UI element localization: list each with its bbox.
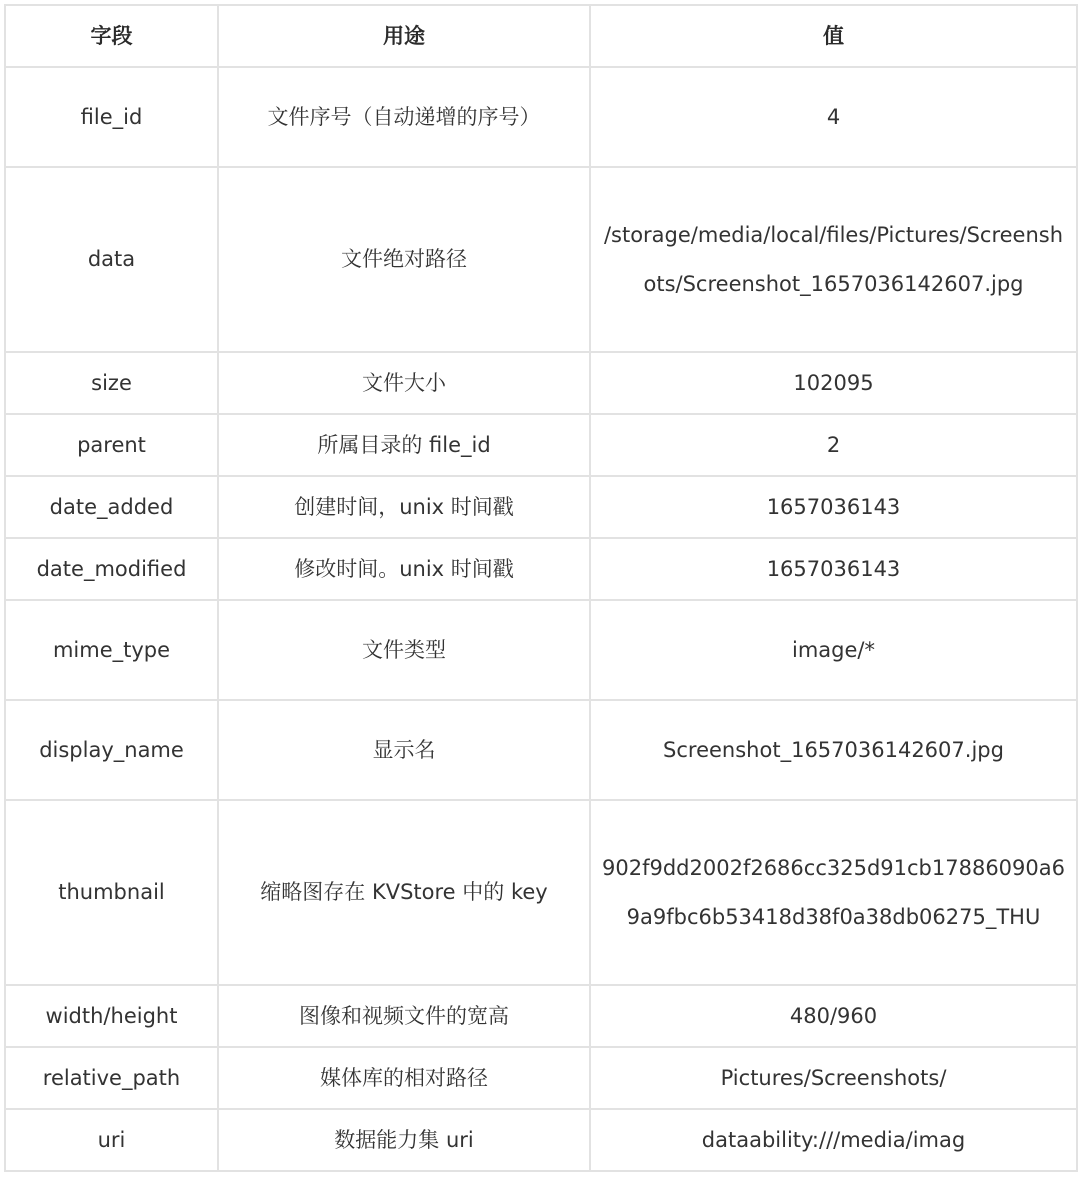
header-value: 值	[590, 5, 1077, 67]
table-row	[5, 700, 1077, 800]
cell-value: 1657036143	[590, 476, 1077, 538]
table-row	[5, 1047, 1077, 1109]
cell-value: 2	[590, 414, 1077, 476]
table-row	[5, 352, 1077, 414]
cell-purpose: 显示名	[218, 700, 590, 800]
cell-value: dataability:///media/imag	[590, 1109, 1077, 1171]
cell-purpose: 文件类型	[218, 600, 590, 700]
media-fields-table-container	[4, 4, 1076, 1172]
cell-value: /storage/media/local/files/Pictures/Screenshots/Screenshot_1657036142607.jpg	[590, 167, 1077, 352]
cell-value: 1657036143	[590, 538, 1077, 600]
cell-value: 102095	[590, 352, 1077, 414]
cell-field: uri	[5, 1109, 218, 1171]
table-row	[5, 538, 1077, 600]
cell-purpose: 所属目录的 file_id	[218, 414, 590, 476]
cell-field: date_modified	[5, 538, 218, 600]
cell-purpose: 文件大小	[218, 352, 590, 414]
cell-value: 480/960	[590, 985, 1077, 1047]
media-fields-table	[4, 4, 1078, 1172]
cell-field: display_name	[5, 700, 218, 800]
cell-field: thumbnail	[5, 800, 218, 985]
table-row	[5, 476, 1077, 538]
cell-field: size	[5, 352, 218, 414]
cell-purpose: 媒体库的相对路径	[218, 1047, 590, 1109]
cell-value: image/*	[590, 600, 1077, 700]
header-field: 字段	[5, 5, 218, 67]
table-row	[5, 985, 1077, 1047]
cell-purpose: 修改时间。unix 时间戳	[218, 538, 590, 600]
cell-purpose: 文件序号（自动递增的序号）	[218, 67, 590, 167]
cell-purpose: 图像和视频文件的宽高	[218, 985, 590, 1047]
cell-field: date_added	[5, 476, 218, 538]
table-header-row	[5, 5, 1077, 67]
cell-purpose: 创建时间，unix 时间戳	[218, 476, 590, 538]
table-row	[5, 1109, 1077, 1171]
cell-purpose: 缩略图存在 KVStore 中的 key	[218, 800, 590, 985]
table-row	[5, 67, 1077, 167]
cell-value: Screenshot_1657036142607.jpg	[590, 700, 1077, 800]
cell-value: 902f9dd2002f2686cc325d91cb17886090a69a9fbc6b53418d38f0a38db06275_THU	[590, 800, 1077, 985]
table-row	[5, 167, 1077, 352]
cell-value: 4	[590, 67, 1077, 167]
cell-purpose: 文件绝对路径	[218, 167, 590, 352]
cell-purpose: 数据能力集 uri	[218, 1109, 590, 1171]
cell-field: mime_type	[5, 600, 218, 700]
cell-field: parent	[5, 414, 218, 476]
table-row	[5, 414, 1077, 476]
header-purpose: 用途	[218, 5, 590, 67]
cell-field: data	[5, 167, 218, 352]
table-row	[5, 600, 1077, 700]
cell-value: Pictures/Screenshots/	[590, 1047, 1077, 1109]
cell-field: file_id	[5, 67, 218, 167]
cell-field: relative_path	[5, 1047, 218, 1109]
table-row	[5, 800, 1077, 985]
cell-field: width/height	[5, 985, 218, 1047]
